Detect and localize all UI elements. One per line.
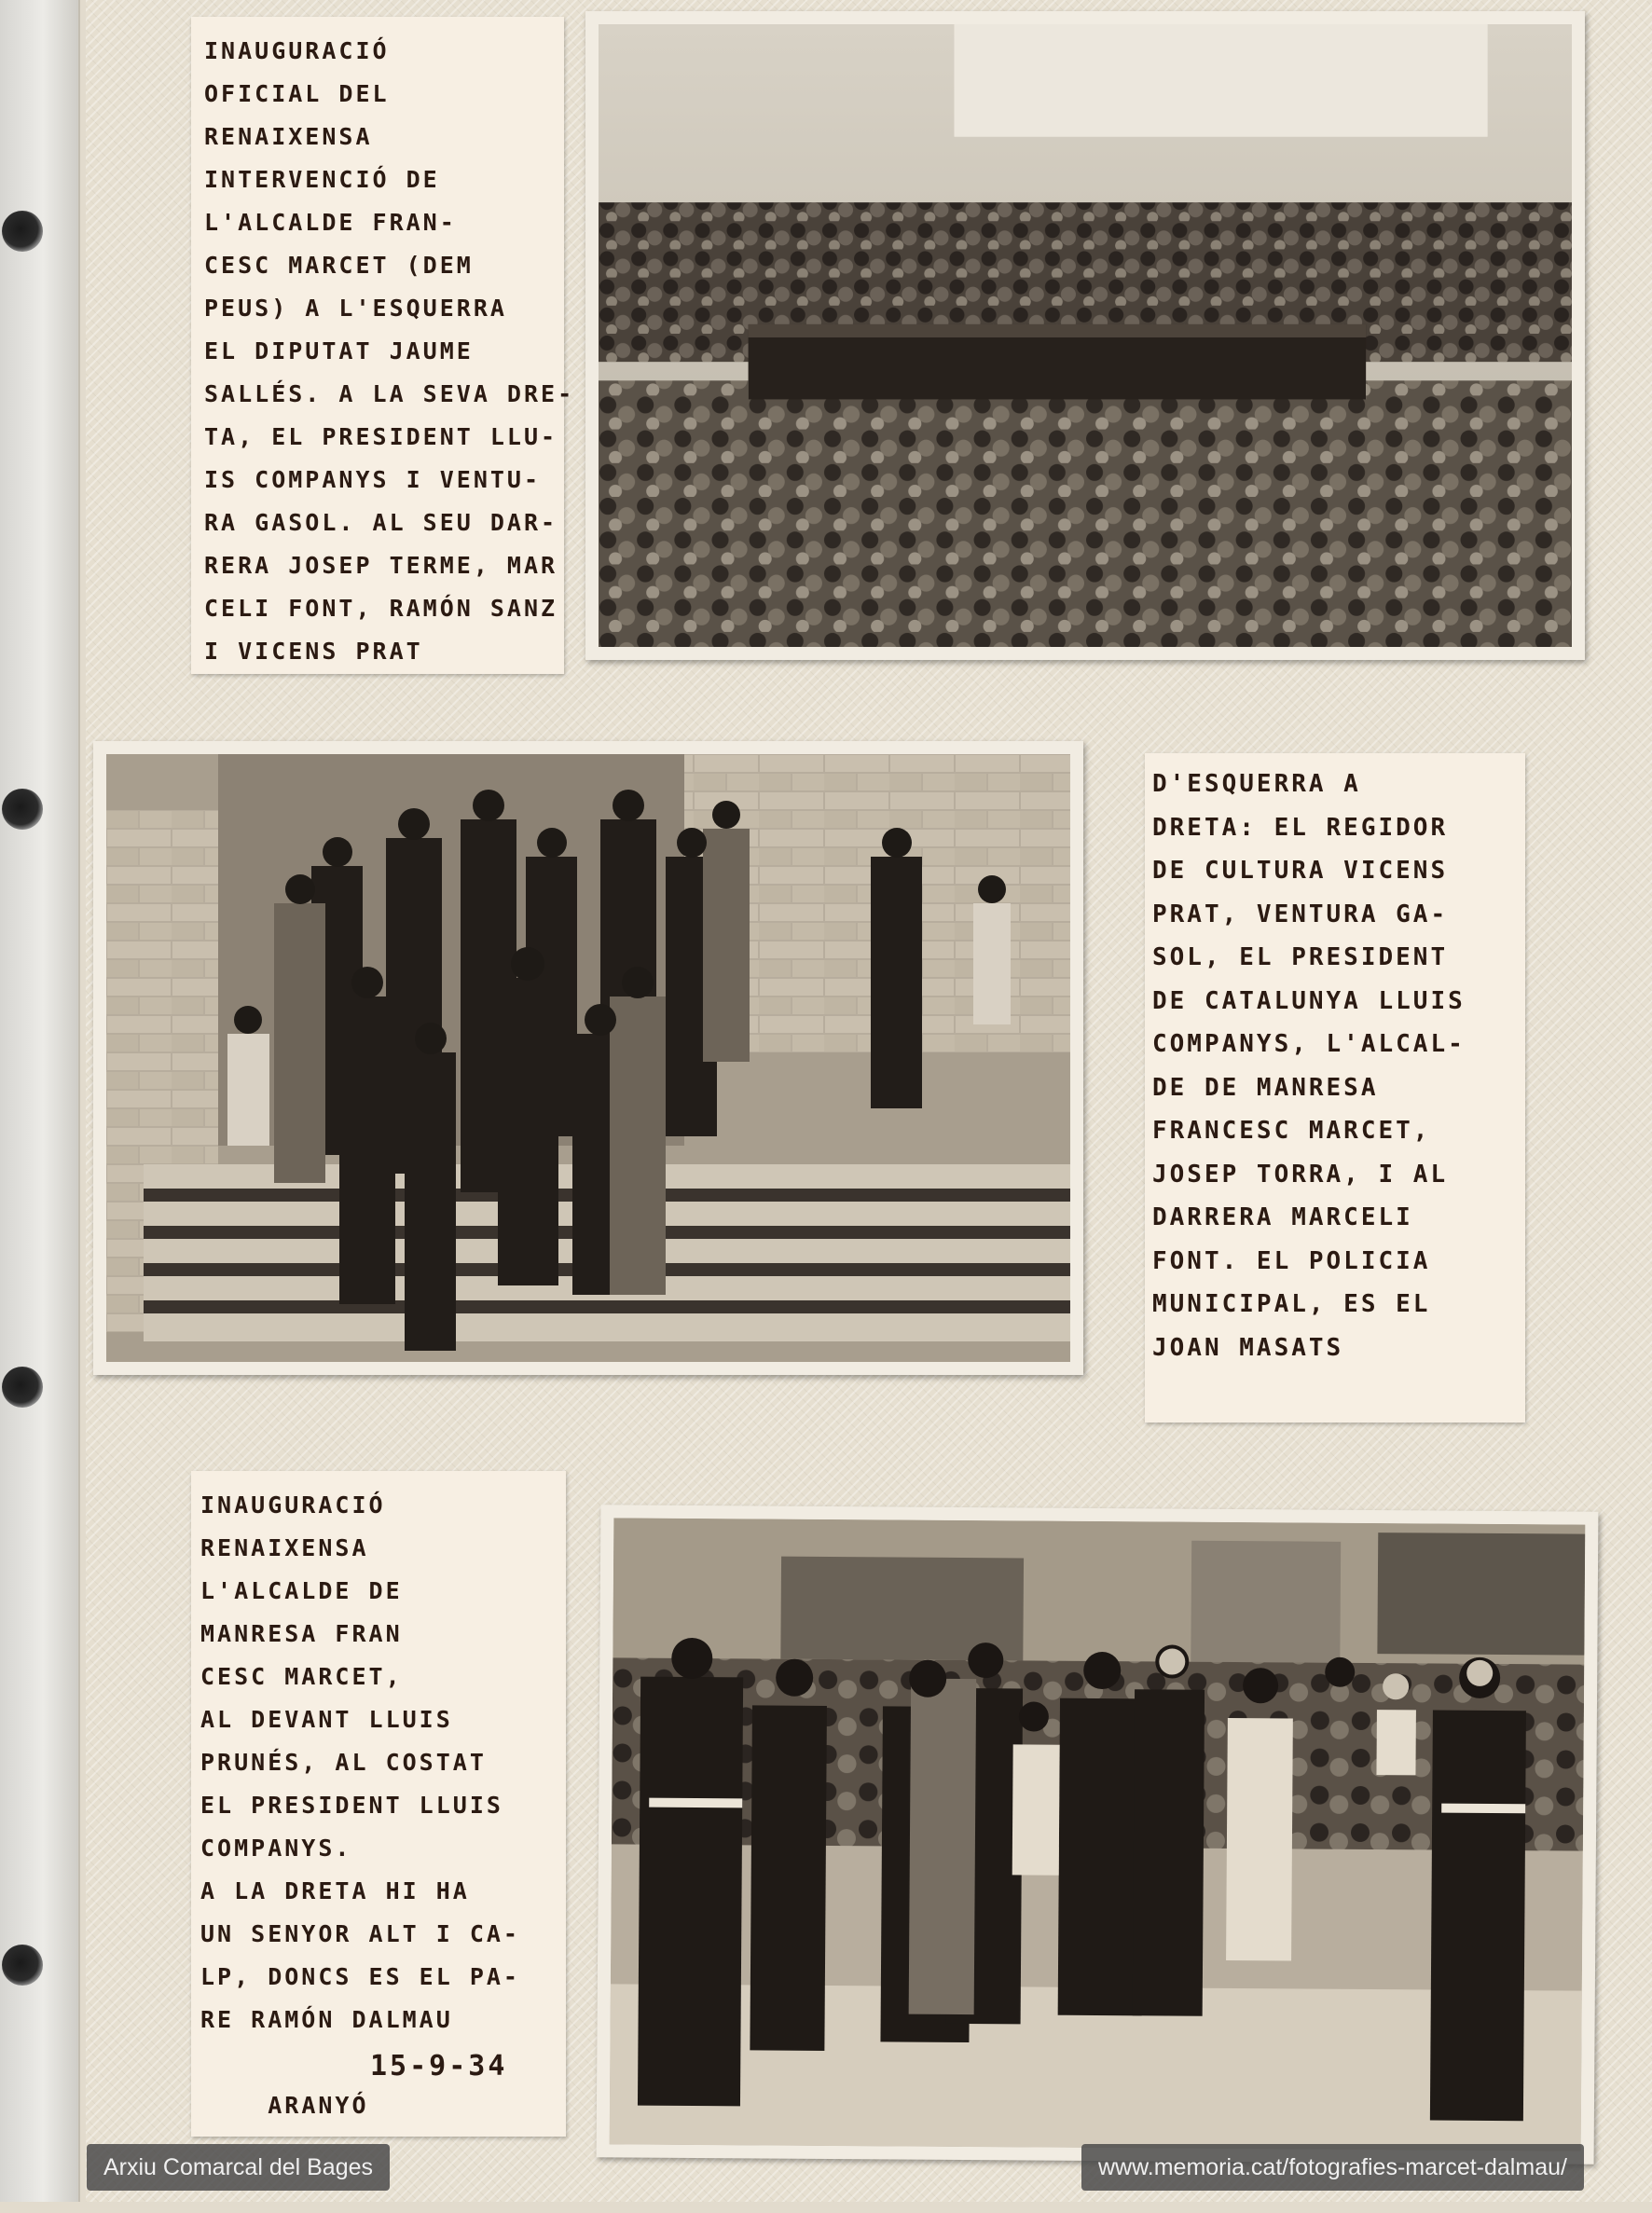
note-line: SALLÉS. A LA SEVA DRE- [204, 380, 575, 407]
note-line: A LA DRETA HI HA [200, 1877, 470, 1904]
photo-assembly-hall [585, 11, 1585, 660]
note-line: JOAN MASATS [1152, 1333, 1344, 1362]
note-line: D'ESQUERRA A [1152, 770, 1361, 798]
binder-hole [2, 1367, 43, 1408]
note-line: TA, EL PRESIDENT LLU- [204, 423, 558, 450]
binder-hole [2, 1945, 43, 1986]
note-line: DRETA: EL REGIDOR [1152, 813, 1449, 842]
note-line: OFICIAL DEL [204, 80, 390, 107]
photo-officials-stairs [93, 741, 1083, 1375]
note-line: EL PRESIDENT LLUIS [200, 1792, 503, 1819]
note-line: FONT. EL POLICIA [1152, 1246, 1431, 1275]
note-line: COMPANYS, L'ALCAL- [1152, 1030, 1466, 1058]
note-line: EL DIPUTAT JAUME [204, 337, 474, 364]
caption-note-2 [1145, 753, 1525, 1423]
note-line: PRUNÉS, AL COSTAT [200, 1749, 487, 1776]
note-line: UN SENYOR ALT I CA- [200, 1920, 520, 1947]
note-line: L'ALCALDE FRAN- [204, 209, 457, 236]
note-line: PRAT, VENTURA GA- [1152, 900, 1449, 928]
note-line: AL DEVANT LLUIS [200, 1706, 453, 1733]
note-line: MUNICIPAL, ES EL [1152, 1290, 1431, 1318]
note-line: INTERVENCIÓ DE [204, 166, 440, 193]
photo-assembly-hall-image [599, 24, 1572, 647]
note-line: FRANCESC MARCET, [1152, 1117, 1431, 1145]
note-line: RENAIXENSA [200, 1534, 369, 1561]
archive-credit-badge: Arxiu Comarcal del Bages [87, 2144, 390, 2191]
note-line: JOSEP TORRA, I AL [1152, 1160, 1449, 1189]
note-line: MANRESA FRAN [200, 1620, 403, 1647]
binder-hole [2, 211, 43, 252]
source-url-badge[interactable]: www.memoria.cat/fotografies-marcet-dalmau/ [1081, 2144, 1584, 2191]
note-line: DE DE MANRESA [1152, 1073, 1379, 1102]
note-line: RE RAMÓN DALMAU [200, 2006, 453, 2033]
note-line: INAUGURACIÓ [200, 1491, 386, 1519]
note-line: PEUS) A L'ESQUERRA [204, 295, 507, 322]
photo-officials-crowd-image [610, 1518, 1586, 2151]
note-line: RENAIXENSA [204, 123, 373, 150]
photo-officials-crowd [597, 1505, 1599, 2164]
note-line: RERA JOSEP TERME, MAR [204, 552, 558, 579]
note-line: DE CULTURA VICENS [1152, 857, 1449, 885]
note-line: RA GASOL. AL SEU DAR- [204, 509, 558, 536]
note-line: L'ALCALDE DE [200, 1577, 403, 1604]
note-line: INAUGURACIÓ [204, 37, 390, 64]
note-line: CESC MARCET (DEM [204, 252, 474, 279]
note-line-last: ARANYÓ [268, 2092, 369, 2119]
note-date: 15-9-34 [370, 2050, 508, 2082]
note-line: LP, DONCS ES EL PA- [200, 1963, 520, 1990]
photo-officials-stairs-image [106, 754, 1070, 1362]
binder-strip [0, 0, 80, 2202]
note-line: I VICENS PRAT [204, 638, 423, 665]
note-line: CESC MARCET, [200, 1663, 403, 1690]
note-line: IS COMPANYS I VENTU- [204, 466, 542, 493]
note-line: CELI FONT, RAMÓN SANZ [204, 595, 558, 622]
note-line: DARRERA MARCELI [1152, 1203, 1413, 1231]
caption-note-3 [191, 1471, 566, 2137]
binder-hole [2, 789, 43, 830]
note-line: SOL, EL PRESIDENT [1152, 943, 1449, 971]
note-line: DE CATALUNYA LLUIS [1152, 986, 1466, 1015]
caption-note-1 [191, 17, 575, 674]
note-line: COMPANYS. [200, 1835, 352, 1862]
